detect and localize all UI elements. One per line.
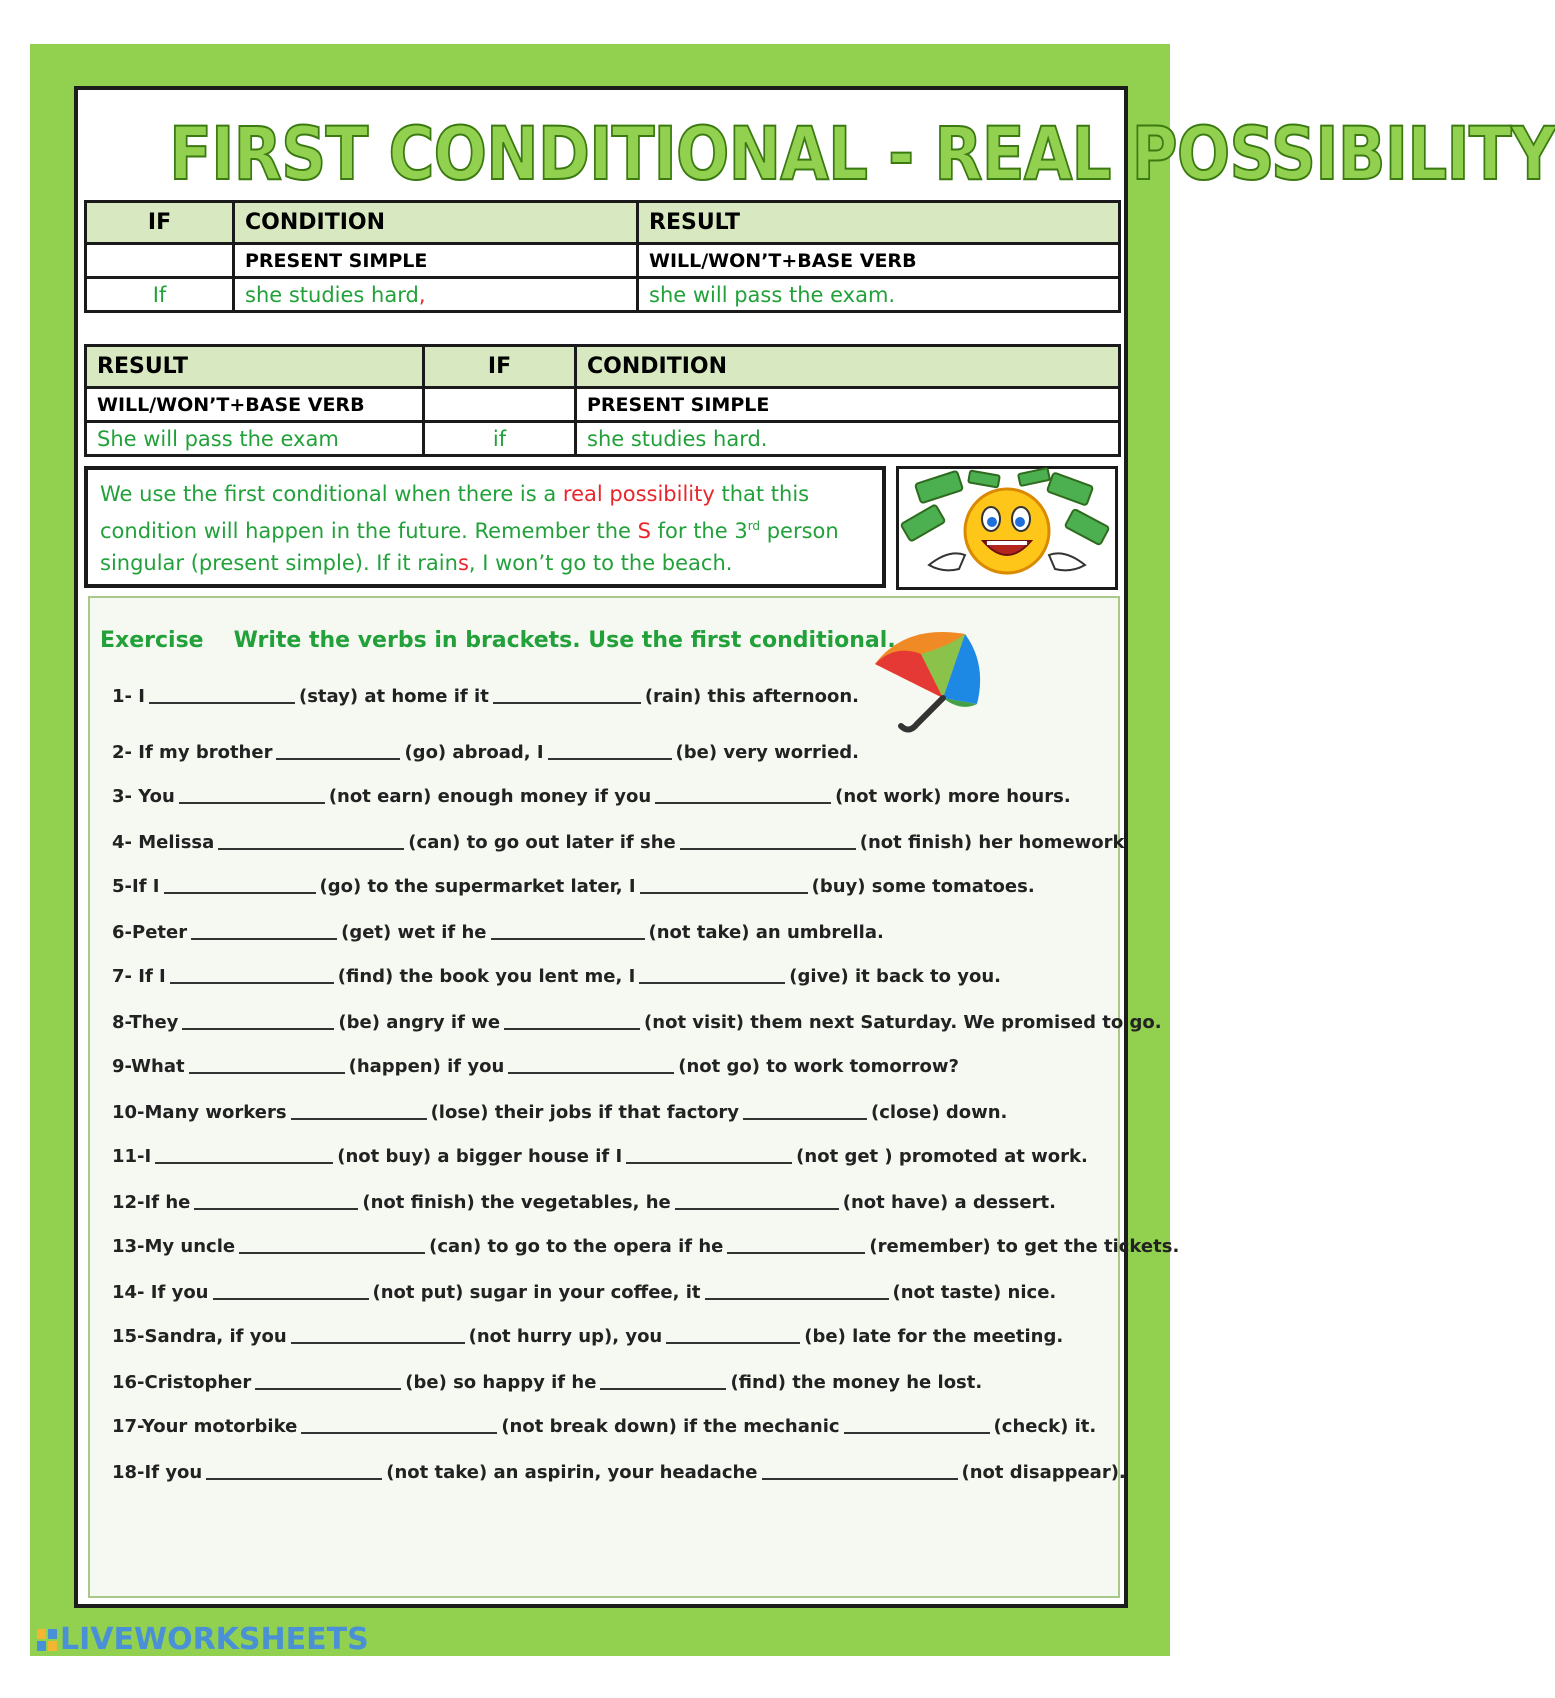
item-text: (not hurry up), you xyxy=(468,1326,663,1347)
exercise-item xyxy=(112,782,1112,812)
header-if: IF xyxy=(424,346,576,388)
item-text: 11-I xyxy=(112,1146,152,1167)
item-text: (not taste) nice. xyxy=(892,1282,1057,1303)
item-text: (not put) sugar in your coffee, it xyxy=(372,1282,701,1303)
item-text: 2- If my brother xyxy=(112,742,273,763)
answer-blank[interactable] xyxy=(276,758,400,760)
answer-blank[interactable] xyxy=(504,1028,640,1030)
cell-tense: WILL/WON’T+BASE VERB xyxy=(86,388,424,422)
header-condition: CONDITION xyxy=(576,346,1120,388)
answer-blank[interactable] xyxy=(675,1208,839,1210)
answer-blank[interactable] xyxy=(179,802,325,804)
cell-tense: PRESENT SIMPLE xyxy=(234,244,638,278)
exercise-item xyxy=(112,1458,1126,1488)
item-text: (happen) if you xyxy=(348,1056,505,1077)
answer-blank[interactable] xyxy=(640,892,808,894)
item-text: (not take) an umbrella. xyxy=(648,922,884,943)
exercise-item xyxy=(112,1278,1112,1308)
structure-table-result-first xyxy=(84,344,1121,457)
item-text: (can) to go out later if she xyxy=(408,832,676,853)
item-text: (not have) a dessert. xyxy=(842,1192,1056,1213)
exercise-item xyxy=(112,1142,1112,1172)
exercise-item xyxy=(112,1098,1112,1128)
example-condition: she studies hard, xyxy=(234,278,638,312)
answer-blank[interactable] xyxy=(626,1162,792,1164)
answer-blank[interactable] xyxy=(155,1162,333,1164)
item-text: 7- If I xyxy=(112,966,166,987)
answer-blank[interactable] xyxy=(239,1252,425,1254)
item-text: (go) abroad, I xyxy=(404,742,544,763)
item-text: 8-They xyxy=(112,1012,179,1033)
exercise-label: Exercise xyxy=(100,628,204,653)
answer-blank[interactable] xyxy=(213,1298,369,1300)
item-text: (be) late for the meeting. xyxy=(804,1326,1064,1347)
answer-blank[interactable] xyxy=(206,1478,382,1480)
item-text: 10-Many workers xyxy=(112,1102,287,1123)
answer-blank[interactable] xyxy=(189,1072,345,1074)
answer-blank[interactable] xyxy=(666,1342,800,1344)
item-text: (not buy) a bigger house if I xyxy=(337,1146,623,1167)
example-result: She will pass the exam xyxy=(86,422,424,456)
item-text: (go) to the supermarket later, I xyxy=(319,876,636,897)
umbrella-icon xyxy=(865,624,989,736)
answer-blank[interactable] xyxy=(291,1118,427,1120)
exercise-item xyxy=(112,738,1112,768)
item-text: (give) it back to you. xyxy=(789,966,1001,987)
exercise-heading xyxy=(100,628,896,653)
answer-blank[interactable] xyxy=(164,892,316,894)
answer-blank[interactable] xyxy=(493,702,641,704)
answer-blank[interactable] xyxy=(218,848,404,850)
answer-blank[interactable] xyxy=(491,938,645,940)
brand-logo: LIVEWORKSHEETS xyxy=(36,1622,369,1657)
header-result: RESULT xyxy=(86,346,424,388)
exercise-item xyxy=(112,1412,1112,1442)
example-condition: she studies hard. xyxy=(576,422,1120,456)
answer-blank[interactable] xyxy=(727,1252,865,1254)
cell-empty xyxy=(86,244,234,278)
exercise-item xyxy=(112,682,1112,712)
answer-blank[interactable] xyxy=(680,848,856,850)
item-text: 13-My uncle xyxy=(112,1236,236,1257)
exercise-item xyxy=(112,872,1112,902)
rule-explanation: We use the first conditional when there is a real possibility that this condition will happen in the future. Remember the S for the 3rd person singular (present simple). If it rains, I won’t go to the beach. xyxy=(84,466,886,588)
item-text: (get) wet if he xyxy=(341,922,487,943)
answer-blank[interactable] xyxy=(170,982,334,984)
header-if: IF xyxy=(86,202,234,244)
item-text: 9-What xyxy=(112,1056,185,1077)
item-text: (not earn) enough money if you xyxy=(328,786,652,807)
item-text: (not visit) them next Saturday. We promised to go. xyxy=(644,1012,1162,1033)
item-text: 17-Your motorbike xyxy=(112,1416,298,1437)
item-text: (find) the book you lent me, I xyxy=(337,966,636,987)
answer-blank[interactable] xyxy=(639,982,785,984)
answer-blank[interactable] xyxy=(255,1388,401,1390)
exercise-item xyxy=(112,918,1112,948)
item-text: 12-If he xyxy=(112,1192,191,1213)
item-text: (not take) an aspirin, your headache xyxy=(386,1462,758,1483)
exercise-item xyxy=(112,962,1112,992)
page-title: FIRST CONDITIONAL - REAL POSSIBILITY xyxy=(169,112,1555,197)
answer-blank[interactable] xyxy=(191,938,337,940)
answer-blank[interactable] xyxy=(149,702,295,704)
worksheet xyxy=(74,86,1555,1608)
item-text: 5-If I xyxy=(112,876,160,897)
structure-table-if-first xyxy=(84,200,1121,313)
item-text: (be) angry if we xyxy=(338,1012,501,1033)
answer-blank[interactable] xyxy=(301,1432,497,1434)
item-text: (not work) more hours. xyxy=(835,786,1071,807)
answer-blank[interactable] xyxy=(705,1298,889,1300)
example-result: she will pass the exam. xyxy=(638,278,1120,312)
item-text: (stay) at home if it xyxy=(298,686,489,707)
item-text: (lose) their jobs if that factory xyxy=(430,1102,740,1123)
answer-blank[interactable] xyxy=(600,1388,726,1390)
answer-blank[interactable] xyxy=(655,802,831,804)
exercise-item xyxy=(112,1052,1112,1082)
exercise-item xyxy=(112,828,1125,858)
item-text: (find) the money he lost. xyxy=(730,1372,983,1393)
answer-blank[interactable] xyxy=(508,1072,674,1074)
item-text: (buy) some tomatoes. xyxy=(811,876,1035,897)
item-text: (not disappear). xyxy=(961,1462,1126,1483)
header-result: RESULT xyxy=(638,202,1120,244)
exercise-item xyxy=(112,1008,1162,1038)
exercise-item xyxy=(112,1368,1112,1398)
item-text: 6-Peter xyxy=(112,922,188,943)
answer-blank[interactable] xyxy=(844,1432,990,1434)
item-text: (not get ) promoted at work. xyxy=(796,1146,1088,1167)
item-text: 4- Melissa xyxy=(112,832,215,853)
cell-tense: WILL/WON’T+BASE VERB xyxy=(638,244,1120,278)
answer-blank[interactable] xyxy=(182,1028,334,1030)
item-text: (be) so happy if he xyxy=(405,1372,597,1393)
answer-blank[interactable] xyxy=(291,1342,465,1344)
item-text: 18-If you xyxy=(112,1462,203,1483)
answer-blank[interactable] xyxy=(762,1478,958,1480)
liveworksheets-logo-icon xyxy=(36,1628,58,1652)
exercise-section xyxy=(88,596,1180,1598)
item-text: 14- If you xyxy=(112,1282,209,1303)
item-text: 15-Sandra, if you xyxy=(112,1326,287,1347)
answer-blank[interactable] xyxy=(743,1118,867,1120)
smiley-icon xyxy=(899,469,1115,587)
example-if: if xyxy=(424,422,576,456)
answer-blank[interactable] xyxy=(548,758,672,760)
item-text: 3- You xyxy=(112,786,175,807)
item-text: (check) it. xyxy=(993,1416,1097,1437)
exercise-item xyxy=(112,1322,1112,1352)
item-text: (remember) to get the tickets. xyxy=(869,1236,1180,1257)
exercise-item xyxy=(112,1188,1112,1218)
item-text: (close) down. xyxy=(871,1102,1008,1123)
smiley-money-image xyxy=(896,466,1118,590)
item-text: (rain) this afternoon. xyxy=(644,686,859,707)
item-text: (not finish) her homework xyxy=(859,832,1125,853)
item-text: (can) to go to the opera if he xyxy=(429,1236,724,1257)
item-text: 16-Cristopher xyxy=(112,1372,252,1393)
cell-empty xyxy=(424,388,576,422)
item-text: (not go) to work tomorrow? xyxy=(678,1056,959,1077)
item-text: (not finish) the vegetables, he xyxy=(362,1192,671,1213)
item-text: (not break down) if the mechanic xyxy=(501,1416,840,1437)
exercise-instruction: Write the verbs in brackets. Use the first conditional. xyxy=(233,628,896,653)
header-condition: CONDITION xyxy=(234,202,638,244)
example-if: If xyxy=(86,278,234,312)
cell-tense: PRESENT SIMPLE xyxy=(576,388,1120,422)
item-text: (be) very worried. xyxy=(675,742,860,763)
answer-blank[interactable] xyxy=(194,1208,358,1210)
item-text: 1- I xyxy=(112,686,145,707)
exercise-item xyxy=(112,1232,1180,1262)
